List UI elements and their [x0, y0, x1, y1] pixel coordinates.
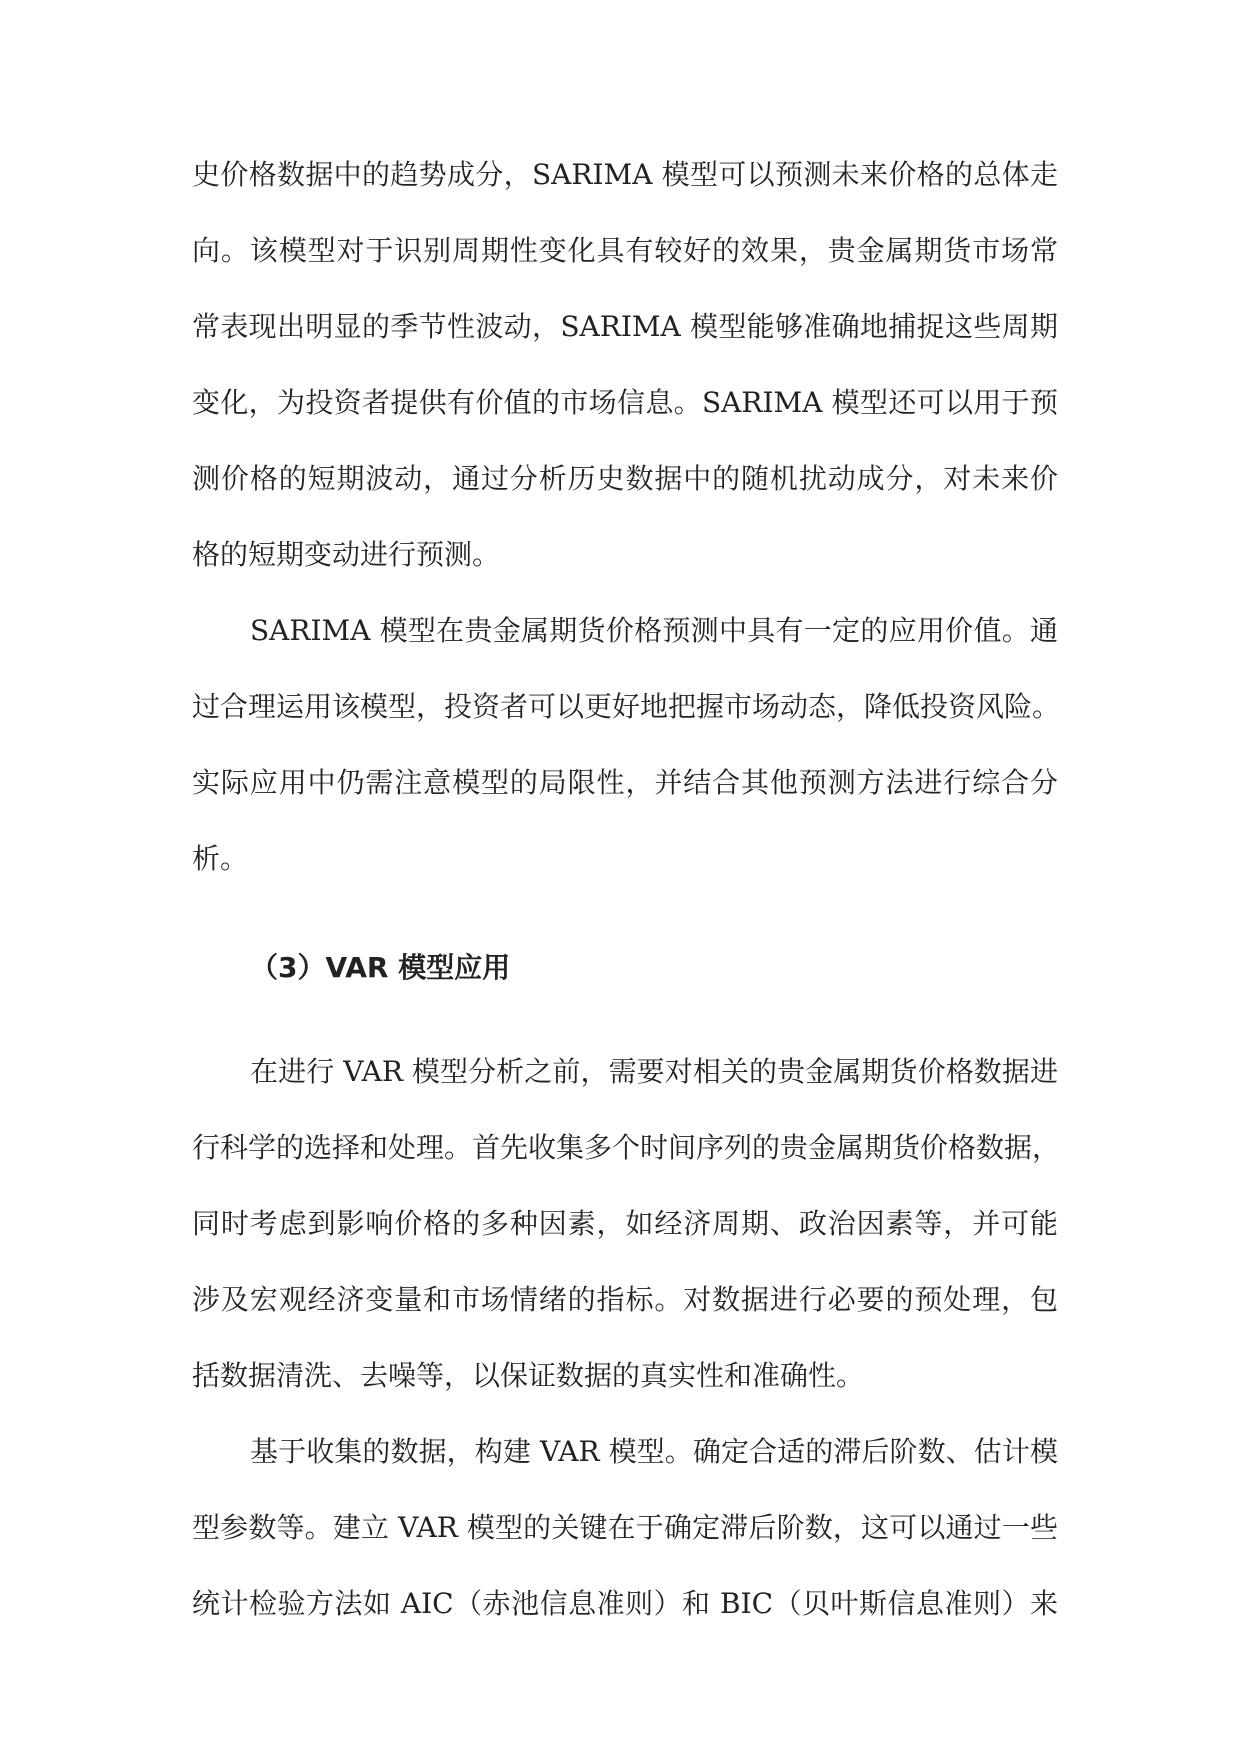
- paragraph: [192, 1034, 1061, 1414]
- paragraph-line: 括数据清洗、去噪等，以保证数据的真实性和准确性。: [192, 1359, 865, 1392]
- paragraph: [192, 137, 1058, 593]
- document-page: [192, 137, 1061, 1642]
- paragraph-line: 行科学的选择和处理。首先收集多个时间序列的贵金属期货价格数据，: [192, 1131, 1061, 1164]
- paragraph-line: 涉及宏观经济变量和市场情绪的指标。对数据进行必要的预处理，包: [192, 1283, 1058, 1316]
- paragraph: [192, 1414, 1058, 1642]
- paragraph-line: 向。该模型对于识别周期性变化具有较好的效果，贵金属期货市场常: [192, 234, 1058, 267]
- paragraph-line: 过合理运用该模型，投资者可以更好地把握市场动态，降低投资风险。: [192, 690, 1061, 723]
- paragraph-line: 变化，为投资者提供有价值的市场信息。SARIMA 模型还可以用于预: [192, 386, 1058, 419]
- paragraph-line: 同时考虑到影响价格的多种因素，如经济周期、政治因素等，并可能: [192, 1207, 1058, 1240]
- paragraph-line: SARIMA 模型在贵金属期货价格预测中具有一定的应用价值。通: [250, 614, 1058, 647]
- paragraph-line: 格的短期变动进行预测。: [192, 538, 501, 571]
- paragraph-line: 测价格的短期波动，通过分析历史数据中的随机扰动成分，对未来价: [192, 462, 1058, 495]
- paragraph-line: 统计检验方法如 AIC（赤池信息准则）和 BIC（贝叶斯信息准则）来: [192, 1587, 1058, 1620]
- paragraph-line: 析。: [192, 842, 249, 875]
- paragraph-line: 史价格数据中的趋势成分，SARIMA 模型可以预测未来价格的总体走: [192, 158, 1058, 191]
- paragraph-line: 基于收集的数据，构建 VAR 模型。确定合适的滞后阶数、估计模: [250, 1435, 1058, 1468]
- paragraph-line: 型参数等。建立 VAR 模型的关键在于确定滞后阶数，这可以通过一些: [192, 1511, 1058, 1544]
- paragraph: [192, 593, 1061, 897]
- section-heading: （3）VAR 模型应用: [250, 951, 511, 984]
- paragraph-line: 在进行 VAR 模型分析之前，需要对相关的贵金属期货价格数据进: [250, 1055, 1058, 1088]
- paragraph-line: 常表现出明显的季节性波动，SARIMA 模型能够准确地捕捉这些周期: [192, 310, 1058, 343]
- paragraph-line: 实际应用中仍需注意模型的局限性，并结合其他预测方法进行综合分: [192, 766, 1058, 799]
